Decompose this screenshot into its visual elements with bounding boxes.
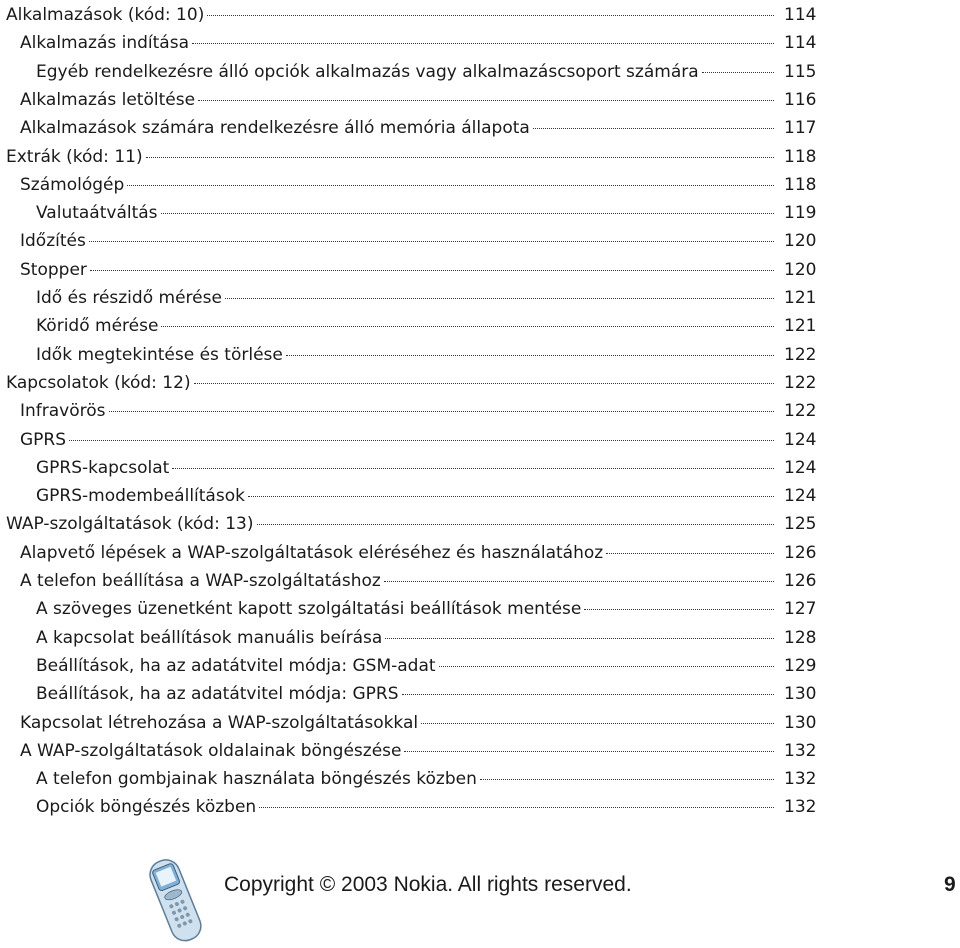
toc-entry[interactable] <box>0 199 960 227</box>
dot-leader <box>194 383 774 384</box>
toc-entry[interactable] <box>0 567 960 595</box>
toc-entry-title: A telefon gombjainak használata böngészés közben <box>36 769 477 790</box>
toc-entry-line <box>36 797 774 817</box>
dot-leader <box>385 638 774 639</box>
toc-page-number: 122 <box>784 401 817 422</box>
toc-entry[interactable] <box>0 58 960 86</box>
toc-entry-line <box>6 514 774 534</box>
toc-page-number: 130 <box>784 712 817 733</box>
mobile-phone-icon <box>140 854 212 948</box>
toc-entry-title: Számológép <box>20 174 125 195</box>
toc-entry[interactable] <box>0 256 960 284</box>
dot-leader <box>421 723 774 724</box>
dot-leader <box>198 100 774 101</box>
dot-leader <box>439 666 774 667</box>
dot-leader <box>225 298 774 299</box>
toc-entry-title: Idők megtekintése és törlése <box>36 344 283 365</box>
dot-leader <box>402 694 774 695</box>
toc-entry[interactable] <box>0 652 960 680</box>
toc-entry-line <box>20 543 774 563</box>
toc-entry-line <box>36 769 774 789</box>
toc-entry-line <box>20 571 774 591</box>
dot-leader <box>248 496 774 497</box>
toc-entry[interactable] <box>0 29 960 57</box>
toc-entry[interactable] <box>0 143 960 171</box>
toc-page-number: 124 <box>784 457 817 478</box>
toc-entry-line <box>6 147 774 167</box>
toc-entry-title: Alkalmazás letöltése <box>20 89 196 110</box>
toc-entry[interactable] <box>0 510 960 538</box>
toc-entry-title: A szöveges üzenetként kapott szolgáltatási beállítások mentése <box>36 599 582 620</box>
toc-entry[interactable] <box>0 341 960 369</box>
toc-entry-line <box>20 175 774 195</box>
toc-entry-title: A WAP-szolgáltatások oldalainak böngészése <box>20 740 402 761</box>
toc-page-number: 118 <box>784 174 817 195</box>
dot-leader <box>109 411 774 412</box>
toc-page-number: 132 <box>784 740 817 761</box>
toc-entry[interactable] <box>0 284 960 312</box>
toc-entry-line <box>20 90 774 110</box>
toc-entry[interactable] <box>0 397 960 425</box>
toc-entry-line <box>36 486 774 506</box>
toc-page-number: 115 <box>784 61 817 82</box>
toc-page-number: 126 <box>784 542 817 563</box>
toc-page-number: 127 <box>784 599 817 620</box>
toc-entry[interactable] <box>0 737 960 765</box>
toc-entry[interactable] <box>0 680 960 708</box>
toc-page-number: 120 <box>784 231 817 252</box>
dot-leader <box>533 128 774 129</box>
toc-page-number: 118 <box>784 146 817 167</box>
dot-leader <box>257 524 775 525</box>
toc-entry-title: Beállítások, ha az adatátvitel módja: GPRS <box>36 684 399 705</box>
toc-page-number: 126 <box>784 571 817 591</box>
toc-entry-title: Kapcsolat létrehozása a WAP-szolgáltatásokkal <box>20 712 419 733</box>
toc-entry-title: GPRS <box>20 429 67 450</box>
toc-entry-line <box>36 458 774 478</box>
dot-leader <box>192 43 774 44</box>
toc-entry-title: Köridő mérése <box>36 316 159 337</box>
toc-entry-title: Beállítások, ha az adatátvitel módja: GSM-adat <box>36 655 436 676</box>
toc-entry[interactable] <box>0 539 960 567</box>
toc-entry-line <box>36 656 774 676</box>
dot-leader <box>259 807 774 808</box>
toc-entry-title: A kapcsolat beállítások manuális beírása <box>36 627 383 648</box>
toc-entry-title: WAP-szolgáltatások (kód: 13) <box>6 514 254 535</box>
toc-page-number: 125 <box>784 514 817 535</box>
toc-entry-title: Extrák (kód: 11) <box>6 146 143 167</box>
toc-entry-line <box>36 628 774 648</box>
toc-page-number: 122 <box>784 344 817 365</box>
toc-page-number: 124 <box>784 486 817 507</box>
toc-page-number: 122 <box>784 372 817 393</box>
toc-entry[interactable] <box>0 86 960 114</box>
dot-leader <box>480 779 774 780</box>
toc-entry-title: Alkalmazások számára rendelkezésre álló memória állapota <box>20 118 530 139</box>
toc-page-number: 121 <box>784 316 817 337</box>
toc-page-number: 132 <box>784 769 817 790</box>
toc-entry-title: Alapvető lépések a WAP-szolgáltatások eléréséhez és használatához <box>20 542 604 563</box>
toc-entry[interactable] <box>0 595 960 623</box>
toc-entry-line <box>36 62 774 82</box>
toc-entry-line <box>36 316 774 336</box>
dot-leader <box>384 581 774 582</box>
toc-entry-title: Kapcsolatok (kód: 12) <box>6 372 191 393</box>
toc-entry-title: Egyéb rendelkezésre álló opciók alkalmazás vagy alkalmazáscsoport számára <box>36 61 699 82</box>
toc-entry-line <box>20 401 774 421</box>
toc-entry[interactable] <box>0 454 960 482</box>
page-footer <box>0 848 960 944</box>
toc-entry[interactable] <box>0 1 960 29</box>
dot-leader <box>207 15 774 16</box>
toc-entry-line <box>20 713 774 733</box>
toc-entry[interactable] <box>0 227 960 255</box>
dot-leader <box>606 553 774 554</box>
dot-leader <box>89 241 774 242</box>
dot-leader <box>69 440 774 441</box>
toc-entry-line <box>20 260 774 280</box>
toc-entry-title: GPRS-kapcsolat <box>36 457 170 478</box>
toc-entry-title: Opciók böngészés közben <box>36 797 257 818</box>
toc-entry-line <box>20 231 774 251</box>
toc-entry[interactable] <box>0 482 960 510</box>
toc-entry-line <box>6 373 774 393</box>
toc-page-number: 128 <box>784 627 817 648</box>
toc-entry-line <box>20 33 774 53</box>
toc-entry-line <box>36 203 774 223</box>
toc-page-number: 114 <box>784 5 817 25</box>
toc-entry-title: A telefon beállítása a WAP-szolgáltatáshoz <box>20 571 381 591</box>
dot-leader <box>404 751 774 752</box>
toc-page-number: 120 <box>784 259 817 280</box>
toc-entry[interactable] <box>0 114 960 142</box>
toc-entry[interactable] <box>0 426 960 454</box>
toc-entry-title: Idő és részidő mérése <box>36 288 222 308</box>
toc-entry[interactable] <box>0 765 960 793</box>
toc-entry[interactable] <box>0 171 960 199</box>
toc-entry-line <box>36 288 774 308</box>
dot-leader <box>584 609 774 610</box>
toc-entry-title: Alkalmazások (kód: 10) <box>6 5 205 25</box>
toc-entry-line <box>20 118 774 138</box>
toc-page-number: 129 <box>784 655 817 676</box>
toc-entry-line <box>36 684 774 704</box>
toc-entry-title: Infravörös <box>20 401 106 422</box>
toc-entry[interactable] <box>0 312 960 340</box>
toc-entry-line <box>6 5 774 25</box>
toc-entry-line <box>20 741 774 761</box>
toc-entry[interactable] <box>0 369 960 397</box>
toc-entry-title: Valutaátváltás <box>36 203 158 224</box>
dot-leader <box>286 355 774 356</box>
toc-entry-line <box>36 345 774 365</box>
toc-entry-line <box>20 430 774 450</box>
dot-leader <box>172 468 774 469</box>
dot-leader <box>127 185 774 186</box>
toc-entry-title: Stopper <box>20 259 87 280</box>
toc-entry[interactable] <box>0 793 960 821</box>
toc-page-number: 130 <box>784 684 817 705</box>
toc-page-number: 121 <box>784 288 817 308</box>
dot-leader <box>146 157 774 158</box>
toc-page-number: 132 <box>784 797 817 818</box>
toc-entry-title: Alkalmazás indítása <box>20 33 189 54</box>
copyright-text: Copyright © 2003 Nokia. All rights reserved. <box>224 873 632 896</box>
dot-leader <box>702 72 774 73</box>
toc-entry[interactable] <box>0 624 960 652</box>
toc-entry-title: GPRS-modembeállítások <box>36 486 245 507</box>
toc-page-number: 119 <box>784 203 817 224</box>
toc-page-number: 124 <box>784 429 817 450</box>
toc-entry-title: Időzítés <box>20 231 86 252</box>
dot-leader <box>161 213 774 214</box>
dot-leader <box>161 326 774 327</box>
toc-entry[interactable] <box>0 709 960 737</box>
toc-page-number: 117 <box>784 118 817 139</box>
toc-entry-line <box>36 599 774 619</box>
dot-leader <box>90 270 774 271</box>
page-number: 9 <box>944 873 956 896</box>
toc-page-number: 116 <box>784 89 817 110</box>
toc-page-number: 114 <box>784 33 817 54</box>
